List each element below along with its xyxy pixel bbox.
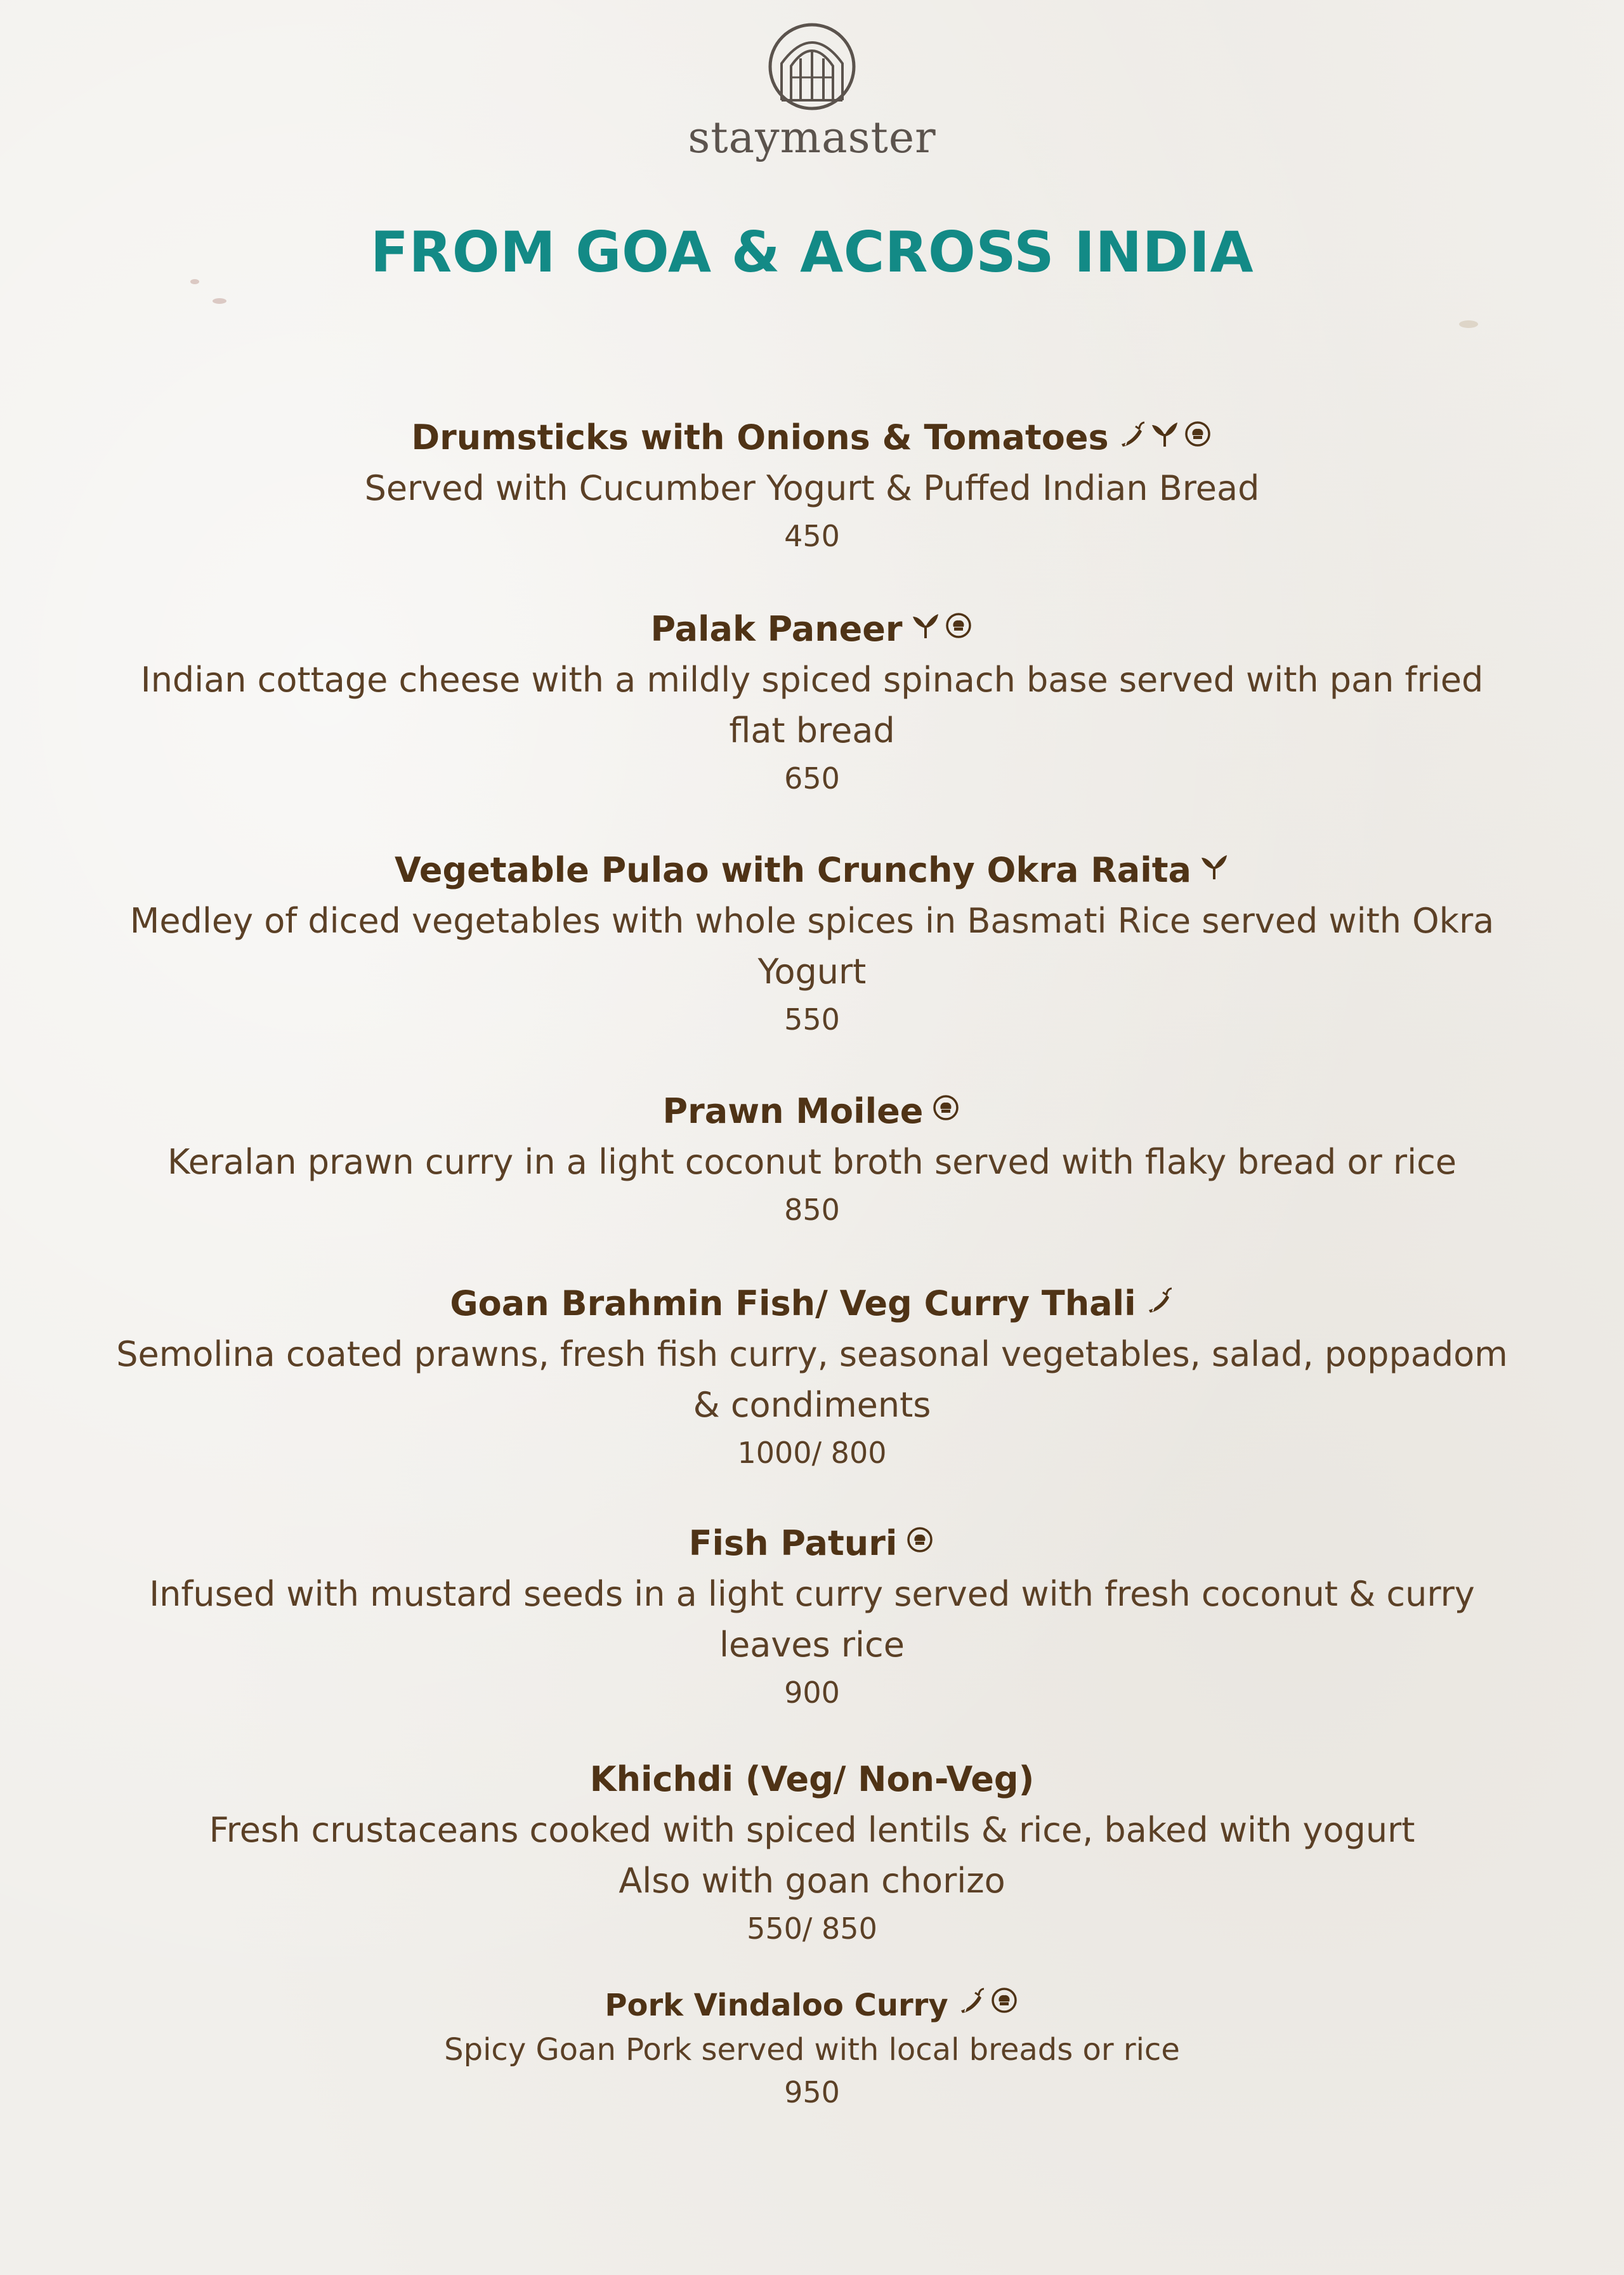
paper-speck xyxy=(213,298,226,304)
dietary-icons xyxy=(1144,1285,1174,1315)
chef-special-icon xyxy=(989,1985,1019,2016)
menu-item xyxy=(63,1754,1561,1951)
dietary-icons xyxy=(1116,419,1213,449)
menu-item-name-row xyxy=(63,1086,1561,1137)
menu-item xyxy=(63,1278,1561,1475)
menu-item-description: leaves rice xyxy=(719,1625,905,1665)
menu-item xyxy=(63,845,1561,1042)
menu-item-price: 1000/ 800 xyxy=(737,1436,887,1470)
menu-item-price: 550 xyxy=(784,1002,840,1037)
menu-item-description: Served with Cucumber Yogurt & Puffed Indian Bread xyxy=(364,468,1260,508)
menu-item-name-row xyxy=(63,1278,1561,1329)
veg-sprout-icon xyxy=(910,610,941,641)
menu-item-name: Vegetable Pulao with Crunchy Okra Raita xyxy=(395,850,1191,890)
menu-item-name: Prawn Moilee xyxy=(662,1091,924,1131)
menu-item-description: & condiments xyxy=(693,1385,931,1425)
menu-item-description: flat bread xyxy=(729,711,895,751)
menu-item xyxy=(63,1983,1561,2113)
dietary-icons xyxy=(905,1524,935,1555)
menu-item-name-row xyxy=(63,604,1561,655)
menu-item-name-row xyxy=(63,1754,1561,1805)
menu-item-price: 650 xyxy=(784,761,840,796)
menu-item-description: Also with goan chorizo xyxy=(619,1861,1005,1901)
menu-item xyxy=(63,1518,1561,1715)
veg-sprout-icon xyxy=(1149,419,1180,449)
menu-item-price: 450 xyxy=(784,519,840,553)
brand-name: staymaster xyxy=(688,113,936,163)
menu-item-price: 850 xyxy=(784,1193,840,1227)
veg-sprout-icon xyxy=(1199,851,1229,882)
arch-gate-icon xyxy=(764,19,860,114)
menu-item-name: Pork Vindaloo Curry xyxy=(605,1988,948,2023)
menu-item-description: Indian cottage cheese with a mildly spiced spinach base served with pan fried xyxy=(140,660,1484,700)
menu-item-description: Yogurt xyxy=(757,952,867,992)
chili-icon xyxy=(1144,1285,1174,1315)
menu-item-description: Infused with mustard seeds in a light curry served with fresh coconut & curry xyxy=(149,1574,1475,1614)
dietary-icons xyxy=(910,610,974,641)
menu-item-name: Goan Brahmin Fish/ Veg Curry Thali xyxy=(450,1283,1136,1323)
menu-item-description: Spicy Goan Pork served with local breads or rice xyxy=(444,2032,1180,2068)
chili-icon xyxy=(956,1985,986,2016)
dietary-icons xyxy=(956,1985,1019,2016)
page-title: FROM GOA & ACROSS INDIA xyxy=(370,220,1254,285)
menu-item-description: Keralan prawn curry in a light coconut broth served with flaky bread or rice xyxy=(167,1142,1457,1182)
chef-special-icon xyxy=(905,1524,935,1555)
paper-speck xyxy=(1459,320,1478,328)
menu-item xyxy=(63,604,1561,801)
chef-special-icon xyxy=(931,1092,961,1123)
menu-item-name-row xyxy=(63,412,1561,463)
dietary-icons xyxy=(1199,851,1229,882)
menu-item xyxy=(63,1086,1561,1232)
menu-item-name-row xyxy=(63,1518,1561,1569)
menu-item-description: Medley of diced vegetables with whole spices in Basmati Rice served with Okra xyxy=(129,901,1495,941)
menu-item-price: 550/ 850 xyxy=(747,1911,877,1946)
chef-special-icon xyxy=(943,610,974,641)
dietary-icons xyxy=(931,1092,961,1123)
menu-item-name: Palak Paneer xyxy=(650,609,903,649)
menu-item-description: Fresh crustaceans cooked with spiced lentils & rice, baked with yogurt xyxy=(209,1810,1415,1850)
menu-item-name: Khichdi (Veg/ Non-Veg) xyxy=(589,1759,1035,1799)
menu-item-description: Semolina coated prawns, fresh fish curry, seasonal vegetables, salad, poppadom xyxy=(116,1334,1508,1374)
menu-item-name: Fish Paturi xyxy=(688,1523,898,1563)
chef-special-icon xyxy=(1182,419,1213,449)
brand-logo xyxy=(0,19,1624,163)
menu-item xyxy=(63,412,1561,558)
menu-item-name-row xyxy=(63,1983,1561,2028)
chili-icon xyxy=(1116,419,1147,449)
menu-item-price: 950 xyxy=(784,2075,840,2109)
menu-item-name: Drumsticks with Onions & Tomatoes xyxy=(411,417,1109,457)
menu-item-name-row xyxy=(63,845,1561,896)
menu-item-price: 900 xyxy=(784,1675,840,1710)
